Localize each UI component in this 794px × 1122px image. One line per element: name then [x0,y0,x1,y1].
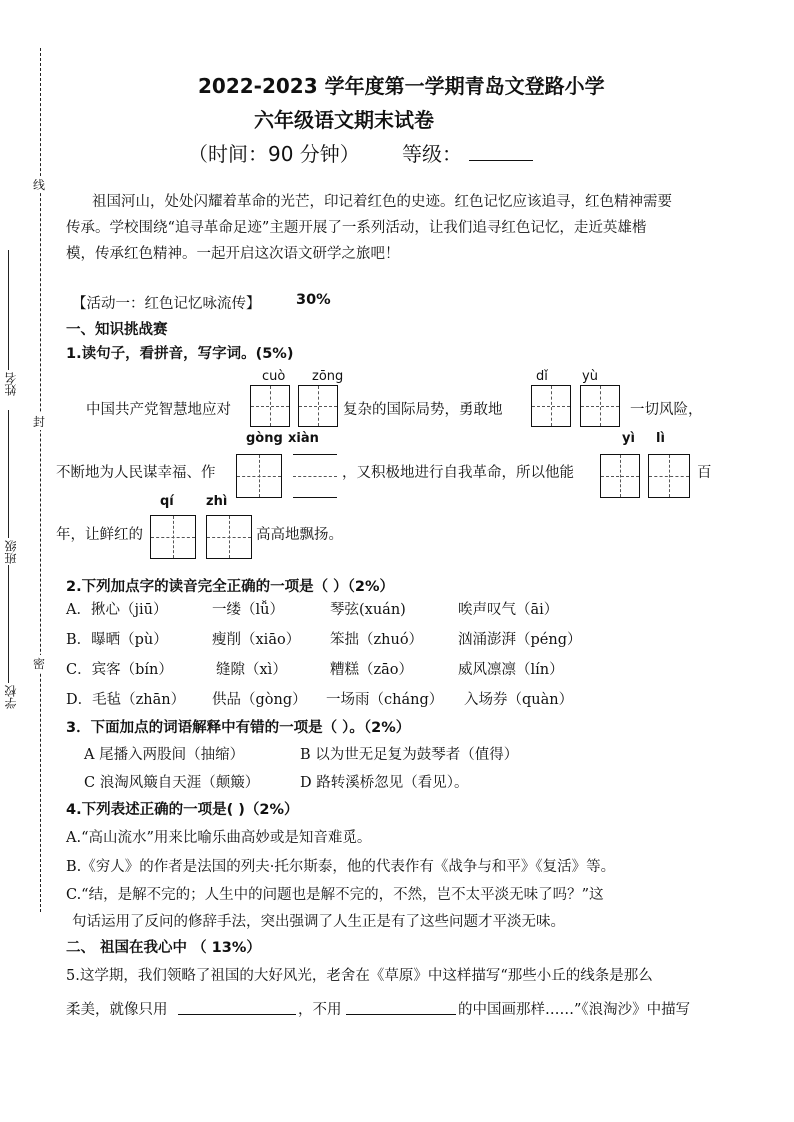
q4-option-c-line2: 句话运用了反问的修辞手法，突出强调了人生正是有了这些问题才平淡无味。 [72,914,565,930]
writing-box-xian[interactable] [293,454,337,498]
q1-row2-part-b: ，又积极地进行自我革命，所以他能 [342,465,574,481]
q5-line2-part-a: 柔美，就像只用 [66,1002,168,1018]
writing-box-gong[interactable] [236,454,282,498]
grade-label: 等级： [402,142,462,166]
q2-a-3: 琴弦(xuán) [330,602,406,618]
q2-a-2: 一缕（lǚ） [212,602,284,618]
q5-blank-2[interactable] [346,1014,456,1015]
q3-option-a: A 尾播入两股间（抽缩） [84,747,245,763]
q4-option-b: B.《穷人》的作者是法国的列夫·托尔斯泰，他的代表作有《战争与和平》《复活》等。 [66,859,616,875]
q3-option-b: B 以为世无足复为鼓琴者（值得） [300,747,519,763]
binding-seal-char: 封 [33,415,46,429]
q2-d-4: 入场券（quàn） [464,692,574,708]
title-line1: 2022-2023 学年度第一学期青岛文登路小学 [198,74,605,98]
q2-d-3: 一场雨（cháng） [326,692,444,708]
q5-line1: 5.这学期，我们领略了祖国的大好风光，老舍在《草原》中这样描写“那些小丘的线条是那么 [66,968,653,984]
school-label: 学校 [4,685,18,709]
section2-title: 二、 祖国在我心中 （ 13%） [66,940,261,956]
pinyin-xian: xiàn [288,431,319,446]
q1-title: 1.读句子，看拼音，写字词。(5%) [66,346,294,362]
activity1-title: 【活动一：红色记忆咏流传】 [72,296,261,312]
writing-box-cuo[interactable] [250,385,290,427]
q4-option-a: A.“高山流水”用来比喻乐曲高妙或是知音难觅。 [66,830,372,846]
name-blank-line [8,250,9,370]
q2-b-4: 汹涌澎湃（péng） [458,632,582,648]
q2-c-2: 缝隙（xì） [216,662,287,678]
pinyin-cuo: cuò [262,369,286,384]
binding-secret-char: 密 [33,657,46,671]
q2-b-3: 笨拙（zhuó） [330,632,424,648]
writing-box-qi[interactable] [150,515,196,559]
q3-option-d: D 路转溪桥忽见（看见）。 [300,775,469,791]
writing-box-yu[interactable] [580,385,620,427]
writing-box-di[interactable] [531,385,571,427]
intro-line3: 模，传承红色精神。一起开启这次语文研学之旅吧！ [66,246,400,262]
q1-row1-part-b: 复杂的国际局势，勇敢地 [343,402,503,418]
q5-blank-1[interactable] [178,1014,296,1015]
q4-option-c-line1: C.“结，是解不完的；人生中的问题也是解不完的，不然，岂不太平淡无味了吗？”这 [66,887,604,903]
q2-a-1: A．揪心（jiū） [66,602,168,618]
writing-box-zong[interactable] [298,385,338,427]
q3-title: 3．下面加点的词语解释中有错的一项是（ ）。（2%） [66,720,411,736]
q1-row1-part-a: 中国共产党智慧地应对 [86,402,231,418]
pinyin-yu: yù [582,369,598,384]
class-blank-line [8,410,9,538]
school-blank-line [8,565,9,683]
binding-line-char: 线 [33,178,46,192]
q2-c-1: C．宾客（bín） [66,662,173,678]
section1-title: 一、知识挑战赛 [66,322,168,338]
title-line2: 六年级语文期末试卷 [254,108,434,132]
name-label: 姓名 [4,372,18,396]
pinyin-zong: zōng [312,369,344,384]
pinyin-li: lì [656,431,665,446]
intro-line2: 传承。学校围绕“追寻革命足迹”主题开展了一系列活动，让我们追寻红色记忆，走近英雄楷 [66,220,647,236]
q3-option-c: C 浪淘风簸自天涯（颠簸） [84,775,260,791]
q2-d-1: D．毛毡（zhān） [66,692,186,708]
q1-row3-part-b: 高高地飘扬。 [256,527,343,543]
activity1-score: 30% [296,292,331,308]
grade-blank[interactable] [469,160,533,161]
q1-row2-part-a: 不断地为人民谋幸福、作 [56,465,216,481]
q4-title: 4.下列表述正确的一项是( )（2%） [66,802,299,818]
q2-b-2: 瘦削（xiāo） [212,632,301,648]
writing-box-li[interactable] [648,454,690,498]
q5-line2-part-b: ，不用 [298,1002,342,1018]
class-label: 班级 [4,540,18,564]
exam-time: （时间：90 分钟） [188,142,360,166]
q1-row1-part-c: 一切风险， [630,402,703,418]
writing-box-yi[interactable] [600,454,640,498]
pinyin-yi: yì [622,431,635,446]
pinyin-gong: gòng [246,431,283,446]
q2-a-4: 唉声叹气（āi） [458,602,559,618]
intro-line1: 祖国河山，处处闪耀着革命的光芒，印记着红色的史迹。红色记忆应该追寻，红色精神需要 [92,194,672,210]
q2-c-4: 威风凛凛（lín） [458,662,564,678]
q5-line2-part-c: 的中国画那样……”《浪淘沙》中描写 [458,1002,691,1018]
q2-c-3: 糟糕（zāo） [330,662,414,678]
pinyin-di: dǐ [536,369,548,384]
q1-row3-part-a: 年，让鲜红的 [56,527,143,543]
q2-d-2: 供品（gòng） [212,692,307,708]
q1-row2-part-c: 百 [697,465,712,481]
q2-b-1: B．曝晒（pù） [66,632,168,648]
q2-title: 2.下列加点字的读音完全正确的一项是（ ）（2%） [66,579,395,595]
pinyin-zhi: zhì [206,494,228,509]
writing-box-zhi[interactable] [206,515,252,559]
pinyin-qi: qí [160,494,174,509]
